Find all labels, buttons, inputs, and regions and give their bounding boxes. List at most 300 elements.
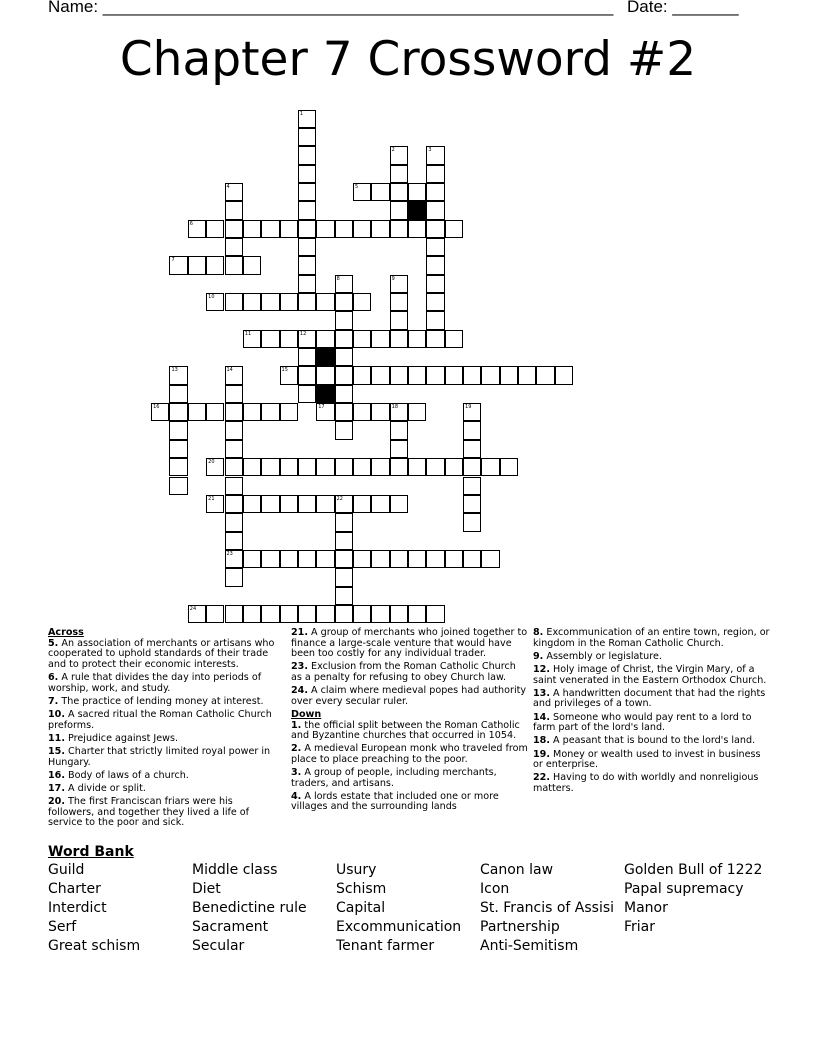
grid-cell[interactable] [298, 385, 316, 403]
grid-cell[interactable] [426, 311, 444, 329]
word-bank-item: Anti-Semitism [480, 938, 579, 954]
grid-cell[interactable] [536, 366, 554, 384]
grid-cell[interactable] [445, 220, 463, 238]
grid-cell[interactable] [353, 605, 371, 623]
grid-cell[interactable] [169, 256, 187, 274]
word-bank-item: Interdict [48, 900, 107, 916]
grid-cell[interactable] [426, 201, 444, 219]
grid-cell[interactable] [426, 293, 444, 311]
clue-number: 1. [291, 719, 302, 731]
grid-cell[interactable] [316, 330, 334, 348]
grid-cell[interactable] [371, 403, 389, 421]
grid-cell[interactable] [353, 330, 371, 348]
clue-text: A divide or split. [65, 782, 146, 794]
clue-number: 2. [291, 743, 302, 755]
grid-cell[interactable] [225, 238, 243, 256]
grid-cell[interactable] [280, 495, 298, 513]
grid-cell[interactable] [463, 366, 481, 384]
grid-cell[interactable] [298, 348, 316, 366]
clue-number: 15. [48, 745, 65, 757]
grid-cell[interactable] [463, 458, 481, 476]
grid-cell[interactable] [371, 366, 389, 384]
word-bank-item: Usury [336, 862, 377, 878]
grid-cell[interactable] [316, 220, 334, 238]
clue-number: 4. [291, 790, 302, 802]
clue-number: 7 [171, 257, 175, 264]
grid-cell[interactable] [225, 201, 243, 219]
clue-across-item [48, 747, 280, 768]
clue-text: A medieval European monk who traveled from place to place preaching to the poor. [291, 743, 528, 765]
grid-cell[interactable] [390, 330, 408, 348]
grid-cell[interactable] [390, 183, 408, 201]
grid-cell[interactable] [298, 293, 316, 311]
grid-cell[interactable] [463, 550, 481, 568]
grid-cell[interactable] [353, 458, 371, 476]
grid-cell[interactable] [500, 366, 518, 384]
clue-down-item [291, 721, 528, 742]
word-bank-item: Charter [48, 881, 101, 897]
grid-cell[interactable] [316, 366, 334, 384]
grid-cell[interactable] [463, 403, 481, 421]
grid-cell[interactable] [280, 458, 298, 476]
grid-cell[interactable] [225, 293, 243, 311]
grid-black-cell [408, 201, 426, 219]
clue-number: 20. [48, 796, 65, 808]
grid-cell[interactable] [243, 605, 261, 623]
across-heading: Across [48, 627, 84, 638]
grid-cell[interactable] [335, 568, 353, 586]
clue-number: 15 [281, 367, 288, 374]
grid-cell[interactable] [463, 513, 481, 531]
grid-cell[interactable] [463, 495, 481, 513]
grid-cell[interactable] [335, 458, 353, 476]
word-bank-item: Icon [480, 881, 510, 897]
clue-number: 24. [291, 685, 308, 697]
grid-cell[interactable] [188, 220, 206, 238]
clue-number: 8. [533, 627, 544, 638]
down-heading: Down [291, 708, 322, 720]
grid-cell[interactable] [371, 183, 389, 201]
clue-down-item [291, 768, 528, 789]
grid-cell[interactable] [151, 403, 169, 421]
grid-cell[interactable] [481, 550, 499, 568]
clue-number: 5 [354, 183, 359, 190]
grid-cell[interactable] [298, 201, 316, 219]
grid-cell[interactable] [463, 440, 481, 458]
grid-cell[interactable] [390, 366, 408, 384]
grid-cell[interactable] [261, 220, 279, 238]
grid-cell[interactable] [298, 330, 316, 348]
grid-cell[interactable] [298, 183, 316, 201]
clue-number: 19 [465, 404, 472, 411]
grid-cell[interactable] [390, 550, 408, 568]
clue-number: 13. [533, 687, 550, 699]
clue-down-item [533, 750, 773, 771]
grid-cell[interactable] [225, 385, 243, 403]
grid-cell[interactable] [169, 421, 187, 439]
grid-cell[interactable] [280, 366, 298, 384]
clue-text: Exclusion from the Roman Catholic Church as a penalty for refusing to obey Church law. [291, 661, 516, 683]
grid-cell[interactable] [408, 550, 426, 568]
grid-cell[interactable] [408, 330, 426, 348]
clue-down-item [533, 628, 773, 649]
grid-cell[interactable] [371, 605, 389, 623]
grid-cell[interactable] [353, 293, 371, 311]
date-field-label: Date: _______ [627, 0, 739, 16]
grid-cell[interactable] [225, 477, 243, 495]
grid-cell[interactable] [225, 421, 243, 439]
grid-cell[interactable] [408, 403, 426, 421]
clue-number: 14 [226, 367, 233, 374]
grid-cell[interactable] [371, 550, 389, 568]
grid-cell[interactable] [390, 293, 408, 311]
clue-across-item [48, 639, 280, 671]
clue-number: 6 [189, 220, 193, 227]
clue-text: Prejudice against Jews. [65, 732, 179, 744]
grid-cell[interactable] [463, 421, 481, 439]
clue-number: 10. [48, 708, 65, 720]
clue-number: 21 [208, 495, 215, 502]
clue-text: the official split between the Roman Catholic and Byzantine churches that occurred in 1054. [291, 719, 520, 742]
grid-cell[interactable] [225, 605, 243, 623]
grid-cell[interactable] [371, 330, 389, 348]
grid-cell[interactable] [408, 605, 426, 623]
grid-cell[interactable] [243, 550, 261, 568]
grid-cell[interactable] [426, 165, 444, 183]
grid-cell[interactable] [188, 403, 206, 421]
clue-down-item [533, 773, 773, 794]
grid-cell[interactable] [426, 220, 444, 238]
word-bank-item: Middle class [192, 862, 278, 878]
clue-down-item [291, 792, 528, 813]
grid-cell[interactable] [390, 201, 408, 219]
grid-cell[interactable] [335, 385, 353, 403]
clue-number: 23. [291, 661, 308, 673]
grid-cell[interactable] [335, 366, 353, 384]
grid-cell[interactable] [280, 550, 298, 568]
grid-black-cell [316, 348, 334, 366]
grid-cell[interactable] [206, 495, 224, 513]
grid-cell[interactable] [225, 550, 243, 568]
grid-cell[interactable] [335, 330, 353, 348]
grid-cell[interactable] [335, 495, 353, 513]
grid-cell[interactable] [261, 495, 279, 513]
grid-cell[interactable] [335, 587, 353, 605]
grid-cell[interactable] [481, 366, 499, 384]
grid-cell[interactable] [298, 458, 316, 476]
grid-cell[interactable] [426, 458, 444, 476]
grid-cell[interactable] [390, 165, 408, 183]
grid-cell[interactable] [206, 605, 224, 623]
grid-cell[interactable] [335, 605, 353, 623]
clue-number: 9. [533, 650, 544, 662]
word-bank-item: Guild [48, 862, 85, 878]
clue-number: 20 [208, 459, 215, 466]
grid-cell[interactable] [206, 220, 224, 238]
clue-number: 9 [391, 275, 395, 282]
grid-cell[interactable] [426, 330, 444, 348]
grid-cell[interactable] [206, 293, 224, 311]
clue-across-item [48, 697, 280, 708]
grid-cell[interactable] [225, 256, 243, 274]
clue-across-item [291, 628, 528, 660]
clues-column-2 [291, 628, 528, 816]
grid-black-cell [316, 385, 334, 403]
word-bank-item: Manor [624, 900, 668, 916]
clue-number: 16 [153, 404, 160, 411]
grid-cell[interactable] [335, 550, 353, 568]
clue-number: 17. [48, 782, 65, 794]
grid-cell[interactable] [243, 256, 261, 274]
grid-cell[interactable] [426, 605, 444, 623]
word-bank-item: Capital [336, 900, 386, 916]
word-bank-item: Excommunication [336, 919, 462, 935]
grid-cell[interactable] [298, 275, 316, 293]
grid-cell[interactable] [169, 477, 187, 495]
grid-cell[interactable] [169, 366, 187, 384]
grid-cell[interactable] [261, 403, 279, 421]
grid-cell[interactable] [390, 311, 408, 329]
grid-cell[interactable] [298, 110, 316, 128]
clue-number: 19. [533, 748, 550, 760]
grid-cell[interactable] [169, 440, 187, 458]
grid-cell[interactable] [206, 403, 224, 421]
clue-number: 12. [533, 663, 550, 675]
grid-cell[interactable] [316, 605, 334, 623]
grid-cell[interactable] [390, 605, 408, 623]
grid-cell[interactable] [243, 403, 261, 421]
grid-cell[interactable] [298, 550, 316, 568]
clue-number: 1 [299, 110, 304, 117]
word-bank-item: Friar [624, 919, 656, 935]
clue-down-item [291, 744, 528, 765]
grid-cell[interactable] [261, 550, 279, 568]
grid-cell[interactable] [280, 605, 298, 623]
clue-number: 11 [244, 330, 252, 337]
grid-cell[interactable] [408, 220, 426, 238]
grid-cell[interactable] [426, 366, 444, 384]
grid-cell[interactable] [316, 550, 334, 568]
grid-cell[interactable] [390, 421, 408, 439]
grid-cell[interactable] [316, 495, 334, 513]
grid-cell[interactable] [445, 550, 463, 568]
word-bank-item: Papal supremacy [624, 881, 744, 897]
clue-number: 6. [48, 671, 59, 683]
grid-cell[interactable] [426, 183, 444, 201]
word-bank-item: Secular [192, 938, 245, 954]
grid-cell[interactable] [298, 605, 316, 623]
grid-cell[interactable] [261, 330, 279, 348]
grid-cell[interactable] [298, 366, 316, 384]
grid-cell[interactable] [463, 477, 481, 495]
grid-cell[interactable] [335, 311, 353, 329]
grid-cell[interactable] [280, 220, 298, 238]
grid-cell[interactable] [335, 348, 353, 366]
word-bank-item: Partnership [480, 919, 560, 935]
grid-cell[interactable] [390, 440, 408, 458]
grid-cell[interactable] [426, 238, 444, 256]
grid-cell[interactable] [206, 256, 224, 274]
word-bank-item: Schism [336, 881, 387, 897]
grid-cell[interactable] [243, 293, 261, 311]
clues-column-1 [48, 628, 280, 831]
grid-cell[interactable] [445, 458, 463, 476]
clue-down-item [533, 665, 773, 686]
grid-cell[interactable] [298, 238, 316, 256]
word-bank-list [48, 862, 768, 956]
grid-cell[interactable] [225, 220, 243, 238]
grid-cell[interactable] [445, 330, 463, 348]
clue-text: The practice of lending money at interest. [58, 695, 264, 707]
grid-cell[interactable] [353, 183, 371, 201]
grid-cell[interactable] [335, 513, 353, 531]
grid-cell[interactable] [335, 293, 353, 311]
grid-cell[interactable] [316, 403, 334, 421]
grid-cell[interactable] [243, 458, 261, 476]
grid-cell[interactable] [390, 403, 408, 421]
word-bank-item: Great schism [48, 938, 141, 954]
grid-cell[interactable] [408, 458, 426, 476]
grid-cell[interactable] [169, 403, 187, 421]
grid-cell[interactable] [408, 183, 426, 201]
grid-cell[interactable] [225, 513, 243, 531]
clue-across-item [48, 771, 280, 782]
grid-cell[interactable] [371, 458, 389, 476]
clue-number: 18 [391, 404, 399, 411]
grid-cell[interactable] [169, 458, 187, 476]
clue-number: 11. [48, 732, 65, 744]
grid-cell[interactable] [481, 458, 499, 476]
clue-number: 17 [318, 404, 325, 411]
grid-cell[interactable] [225, 403, 243, 421]
grid-cell[interactable] [280, 403, 298, 421]
grid-cell[interactable] [225, 366, 243, 384]
grid-cell[interactable] [335, 532, 353, 550]
word-bank-title: Word Bank [48, 844, 134, 860]
grid-cell[interactable] [169, 385, 187, 403]
clue-number: 5. [48, 637, 59, 649]
clue-across-item [291, 686, 528, 707]
grid-cell[interactable] [518, 366, 536, 384]
clue-text: A handwritten document that had the rights and privileges of a town. [533, 687, 766, 710]
grid-cell[interactable] [261, 605, 279, 623]
grid-cell[interactable] [188, 256, 206, 274]
clue-number: 23 [226, 550, 233, 557]
grid-cell[interactable] [408, 366, 426, 384]
grid-cell[interactable] [261, 458, 279, 476]
clues-column-3 [533, 628, 773, 797]
grid-cell[interactable] [426, 256, 444, 274]
clue-text: A lords estate that included one or more villages and the surrounding lands [291, 790, 499, 813]
clue-text: A sacred ritual the Roman Catholic Church preforms. [48, 708, 272, 731]
grid-cell[interactable] [390, 220, 408, 238]
grid-cell[interactable] [335, 421, 353, 439]
word-bank-item: Benedictine rule [192, 900, 307, 916]
grid-cell[interactable] [426, 146, 444, 164]
grid-cell[interactable] [243, 220, 261, 238]
word-bank-item: Serf [48, 919, 77, 935]
grid-cell[interactable] [298, 146, 316, 164]
grid-cell[interactable] [353, 366, 371, 384]
grid-cell[interactable] [371, 220, 389, 238]
grid-cell[interactable] [225, 495, 243, 513]
grid-cell[interactable] [243, 330, 261, 348]
word-bank-item: St. Francis of Assisi [480, 900, 615, 916]
grid-cell[interactable] [353, 495, 371, 513]
grid-cell[interactable] [225, 183, 243, 201]
grid-cell[interactable] [316, 293, 334, 311]
clue-across-item [48, 784, 280, 795]
grid-cell[interactable] [298, 495, 316, 513]
clue-number: 7. [48, 695, 59, 707]
clue-text: A claim where medieval popes had authority over every secular ruler. [291, 685, 527, 707]
clue-number: 13 [171, 367, 178, 374]
grid-cell[interactable] [225, 532, 243, 550]
grid-cell[interactable] [206, 458, 224, 476]
clue-text: A group of merchants who joined together to finance a large-scale venture that would have been too costly for any individual trader. [291, 627, 528, 660]
clue-text: An association of merchants or artisans who cooperated to uphold standards of their trade and to protect their economic interests. [48, 637, 275, 670]
clue-text: Having to do with worldly and nonreligious matters. [533, 772, 759, 794]
word-bank-item: Golden Bull of 1222 [624, 862, 763, 878]
grid-cell[interactable] [426, 275, 444, 293]
clue-number: 16. [48, 769, 65, 781]
grid-cell[interactable] [390, 146, 408, 164]
grid-cell[interactable] [188, 605, 206, 623]
grid-cell[interactable] [225, 458, 243, 476]
clue-down-item [533, 652, 773, 663]
grid-cell[interactable] [298, 220, 316, 238]
grid-cell[interactable] [298, 128, 316, 146]
grid-cell[interactable] [335, 275, 353, 293]
clue-text: Holy image of Christ, the Virgin Mary, of a saint venerated in the Eastern Orthodox Church. [533, 663, 767, 686]
grid-cell[interactable] [555, 366, 573, 384]
clue-across-item [48, 797, 280, 829]
grid-cell[interactable] [280, 293, 298, 311]
word-bank-item: Canon law [480, 862, 554, 878]
grid-cell[interactable] [316, 458, 334, 476]
clue-number: 8 [336, 275, 340, 282]
grid-cell[interactable] [261, 293, 279, 311]
clue-number: 21. [291, 627, 308, 638]
clue-across-item [48, 734, 280, 745]
grid-cell[interactable] [390, 495, 408, 513]
grid-cell[interactable] [225, 568, 243, 586]
grid-cell[interactable] [445, 366, 463, 384]
grid-cell[interactable] [426, 550, 444, 568]
clue-text: A group of people, including merchants, traders, and artisans. [291, 767, 497, 789]
grid-cell[interactable] [390, 275, 408, 293]
grid-cell[interactable] [335, 403, 353, 421]
clue-across-item [48, 673, 280, 694]
clue-number: 3. [291, 767, 302, 779]
clue-number: 2 [391, 147, 395, 154]
grid-cell[interactable] [353, 550, 371, 568]
clue-text: Body of laws of a church. [65, 769, 189, 781]
grid-cell[interactable] [353, 403, 371, 421]
grid-cell[interactable] [353, 220, 371, 238]
clue-number: 24 [189, 605, 197, 612]
grid-cell[interactable] [335, 220, 353, 238]
grid-cell[interactable] [371, 495, 389, 513]
grid-cell[interactable] [500, 458, 518, 476]
grid-cell[interactable] [225, 440, 243, 458]
grid-cell[interactable] [298, 256, 316, 274]
grid-cell[interactable] [390, 458, 408, 476]
grid-cell[interactable] [243, 495, 261, 513]
grid-cell[interactable] [280, 330, 298, 348]
clue-across-item [291, 662, 528, 683]
grid-cell[interactable] [298, 165, 316, 183]
